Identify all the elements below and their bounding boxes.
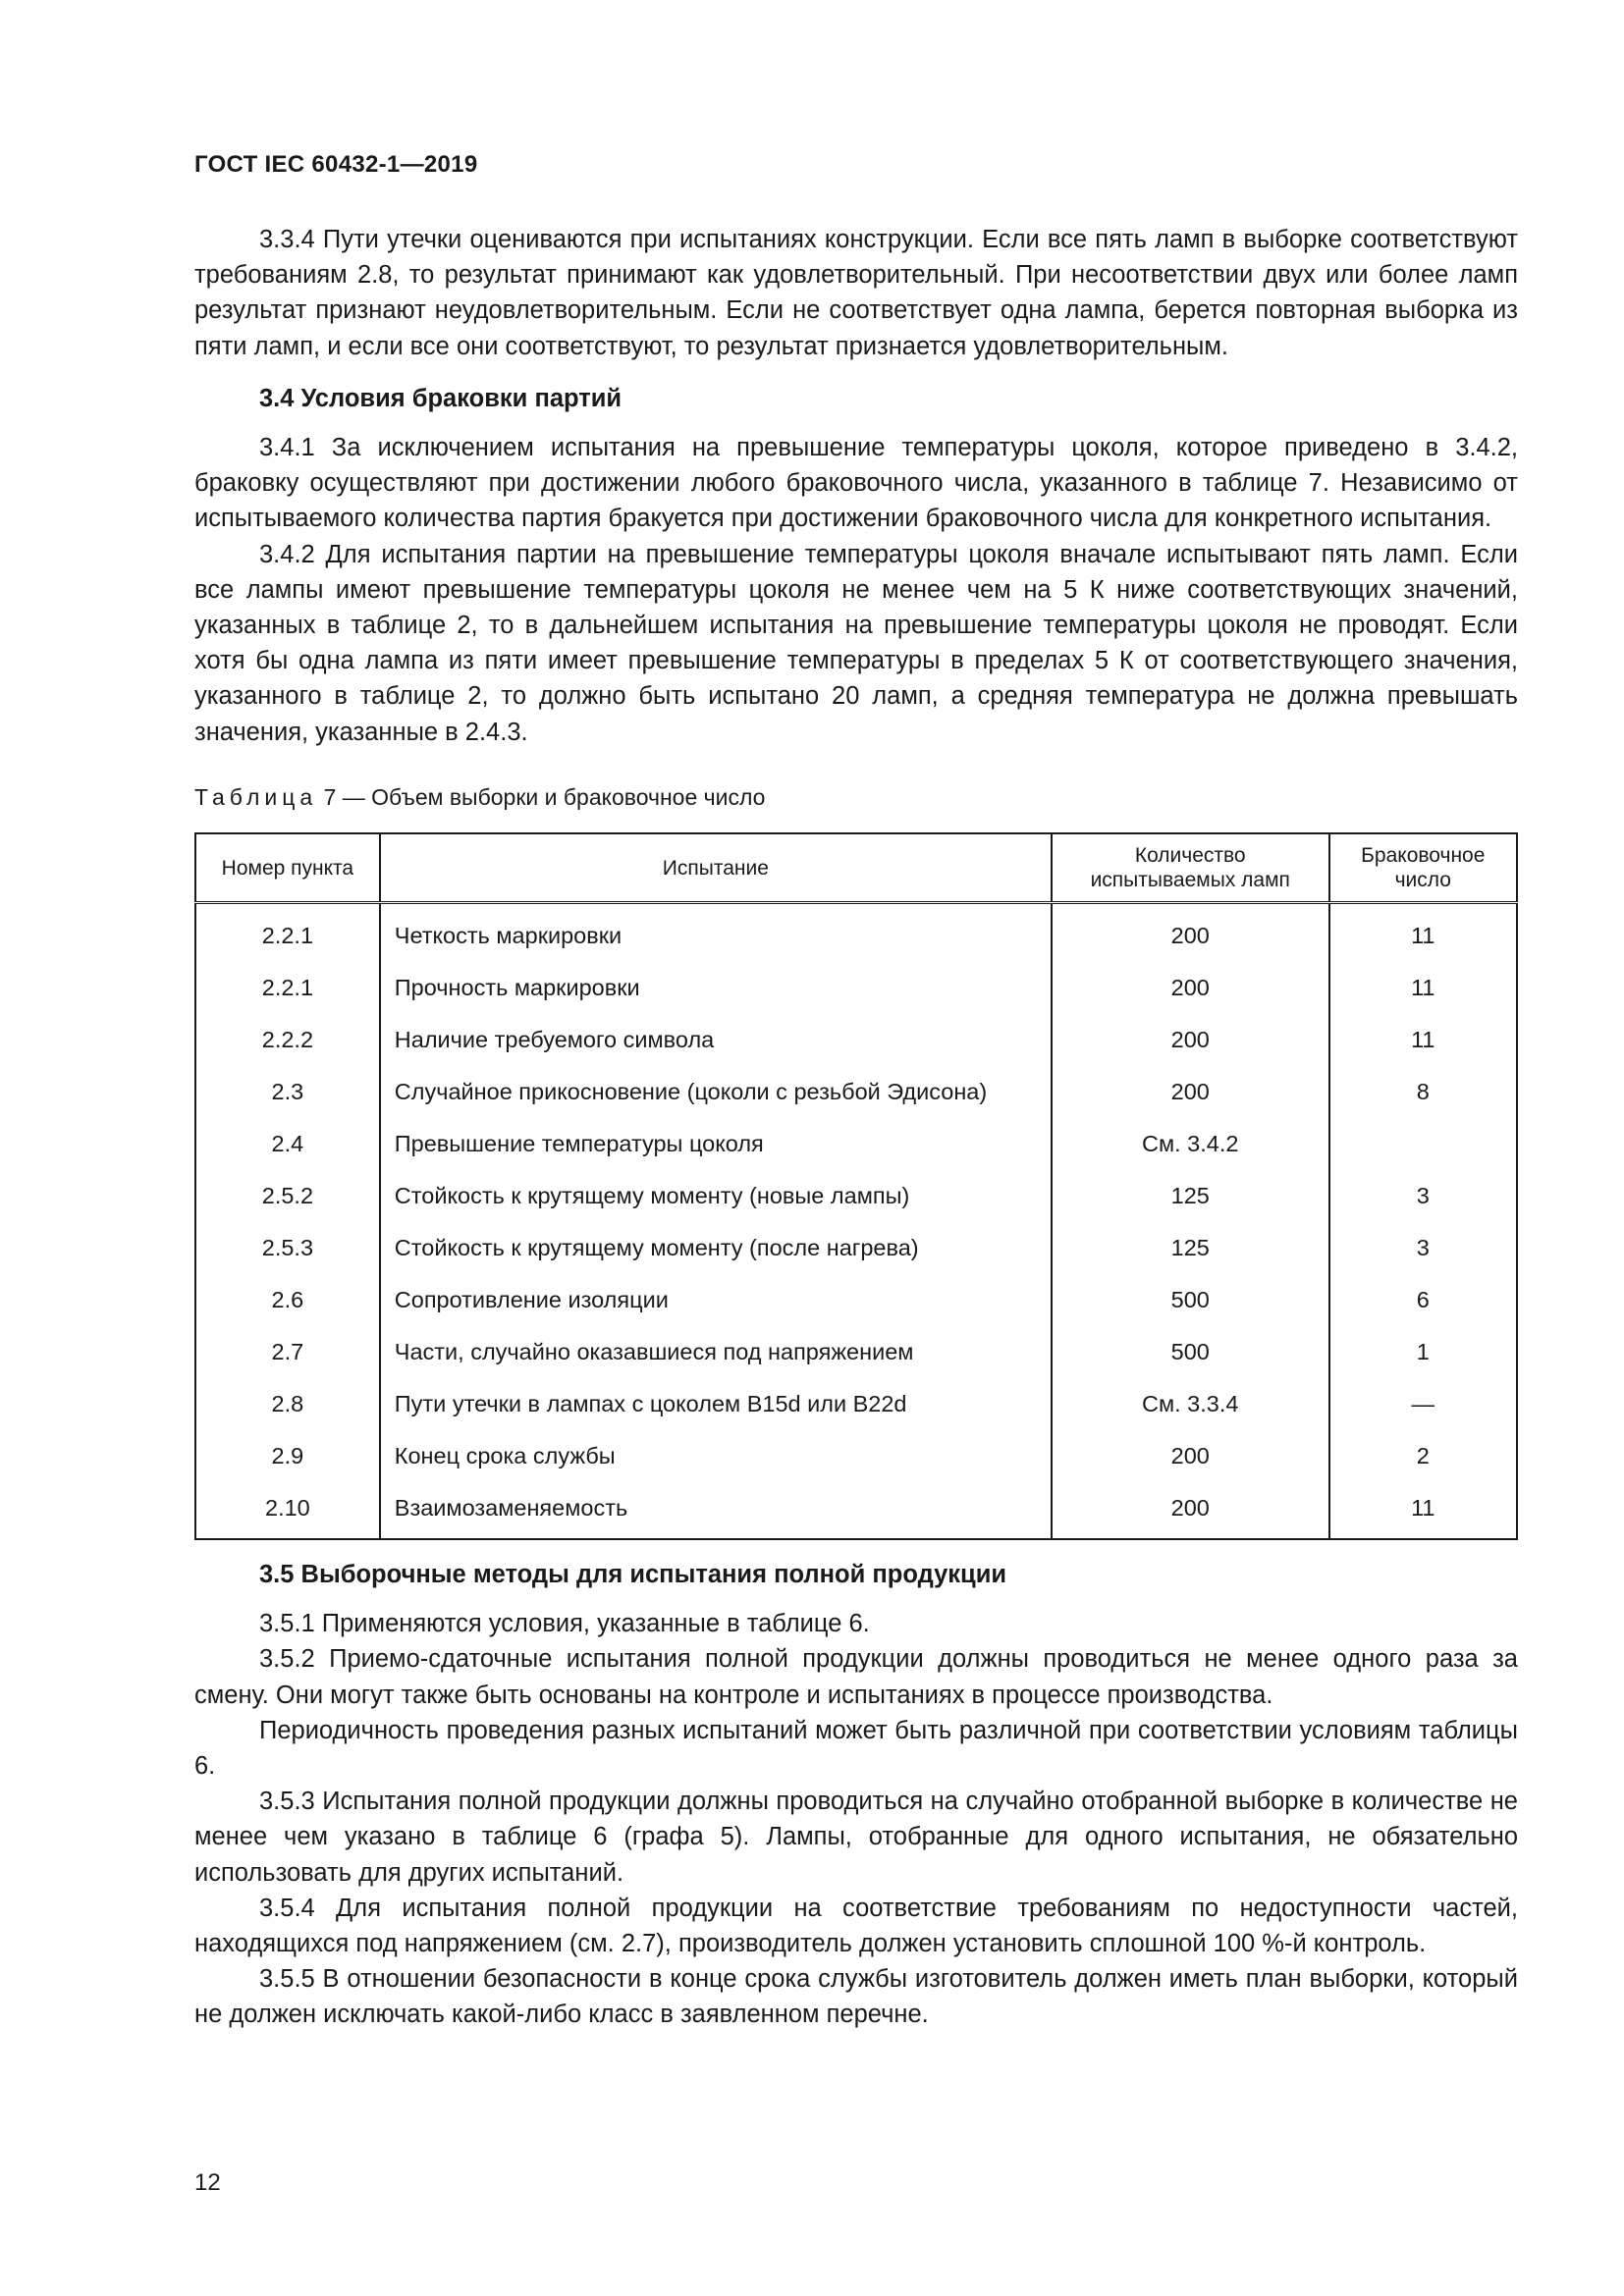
paragraph-3-5-1: 3.5.1 Применяются условия, указанные в таблице 6. [259,1610,870,1638]
table-row [195,1274,1517,1326]
cell-clause: 2.8 [195,1378,380,1430]
table-row [195,1170,1517,1222]
cell-test: Превышение температуры цоколя [380,1118,1052,1170]
cell-rejection: — [1329,1378,1517,1430]
cell-clause: 2.5.2 [195,1170,380,1222]
cell-test: Наличие требуемого символа [380,1014,1052,1066]
paragraph-3-5-5: 3.5.5 В отношении безопасности в конце срока службы изготовитель должен иметь план выборки, который не должен исключать какой-либо класс в заявленном перечне. [194,1965,1518,2029]
cell-sample-size: См. 3.3.4 [1052,1378,1329,1430]
paragraph-3-4-1: 3.4.1 За исключением испытания на превышение температуры цоколя, которое приведено в 3.4.2, браковку осуществляют при достижении любого браковочного числа, указанного в таблице 7. Независимо от испытываемого количества партия бракуется при достижении браковочного числа для конкретного испытания. [194,434,1518,533]
cell-test: Прочность маркировки [380,962,1052,1014]
cell-rejection: 2 [1329,1430,1517,1482]
cell-test: Части, случайно оказавшиеся под напряжением [380,1326,1052,1378]
section-title-3-4: 3.4 Условия браковки партий [259,384,623,412]
cell-clause: 2.5.3 [195,1222,380,1274]
table-row [195,1014,1517,1066]
table-caption-label: Таблица [194,783,318,810]
cell-clause: 2.2.2 [195,1014,380,1066]
cell-rejection: 6 [1329,1274,1517,1326]
cell-clause: 2.4 [195,1118,380,1170]
cell-rejection [1329,1118,1517,1170]
paragraph-3-5-2: 3.5.2 Приемо-сдаточные испытания полной продукции должны проводиться не менее одного раза за смену. Они могут также быть основаны на контроле и испытаниях в процессе производства. [194,1645,1518,1709]
cell-sample-size: 200 [1052,1014,1329,1066]
cell-rejection: 11 [1329,1482,1517,1539]
cell-test: Четкость маркировки [380,903,1052,963]
cell-test: Взаимозаменяемость [380,1482,1052,1539]
cell-rejection: 11 [1329,903,1517,963]
document-header: ГОСТ IEC 60432-1—2019 [194,151,478,178]
cell-sample-size: 500 [1052,1274,1329,1326]
cell-clause: 2.6 [195,1274,380,1326]
cell-test: Сопротивление изоляции [380,1274,1052,1326]
table-caption-text: 7 — Объем выборки и браковочное число [323,783,766,810]
cell-test: Стойкость к крутящему моменту (новые лампы) [380,1170,1052,1222]
table-caption [194,779,1518,815]
cell-rejection: 1 [1329,1326,1517,1378]
cell-sample-size: 200 [1052,1066,1329,1118]
paragraph-3-5-3: 3.5.3 Испытания полной продукции должны проводиться на случайно отобранной выборке в количестве не менее чем указано в таблице 6 (графа 5). Лампы, отобранные для одного испытания, не обязательно использовать для других испытаний. [194,1788,1518,1887]
table-header-row [195,833,1517,903]
header-rejection-number: Браковочное число [1329,833,1517,903]
table-row [195,1326,1517,1378]
table-row [195,1482,1517,1539]
cell-clause: 2.2.1 [195,962,380,1014]
cell-clause: 2.2.1 [195,903,380,963]
cell-sample-size: 125 [1052,1222,1329,1274]
paragraph-periodicity: Периодичность проведения разных испытаний может быть различной при соответствии условиям таблицы 6. [194,1716,1518,1781]
cell-test: Пути утечки в лампах с цоколем В15d или В22d [380,1378,1052,1430]
cell-test: Конец срока службы [380,1430,1052,1482]
cell-clause: 2.3 [195,1066,380,1118]
table-row [195,1430,1517,1482]
cell-clause: 2.9 [195,1430,380,1482]
cell-rejection: 3 [1329,1170,1517,1222]
paragraph-3-4-2: 3.4.2 Для испытания партии на превышение температуры цоколя вначале испытывают пять ламп. Если все лампы имеют превышение температуры цоколя не менее чем на 5 К ниже соответствующих значений, указанных в таблице 2, то в дальнейшем испытания на превышение температуры цоколя не проводят. Если хотя бы одна лампа из пяти имеет превышение температуры в пределах 5 К от соответствующего значения, указанного в таблице 2, то должно быть испытано 20 ламп, а средняя температура не должна превышать значения, указанные в 2.4.3. [194,540,1518,746]
cell-sample-size: 200 [1052,1430,1329,1482]
cell-rejection: 3 [1329,1222,1517,1274]
cell-sample-size: 500 [1052,1326,1329,1378]
table-row [195,962,1517,1014]
table-row [195,1222,1517,1274]
cell-test: Стойкость к крутящему моменту (после нагрева) [380,1222,1052,1274]
cell-rejection: 8 [1329,1066,1517,1118]
header-test: Испытание [380,833,1052,903]
cell-sample-size: 125 [1052,1170,1329,1222]
section-title-3-5: 3.5 Выборочные методы для испытания полной продукции [259,1561,1007,1589]
cell-clause: 2.7 [195,1326,380,1378]
cell-rejection: 11 [1329,1014,1517,1066]
paragraph-3-3-4: 3.3.4 Пути утечки оцениваются при испытаниях конструкции. Если все пять ламп в выборке соответствуют требованиям 2.8, то результат принимают как удовлетворительный. При несоответствии двух или более ламп результат признают неудовлетворительным. Если не соответствует одна лампа, берется повторная выборка из пяти ламп, и если все они соответствуют, то результат признается удовлетворительным. [194,226,1518,360]
table-7 [194,832,1518,1540]
page-number: 12 [194,2169,221,2196]
cell-sample-size: 200 [1052,962,1329,1014]
table-row [195,903,1517,963]
cell-sample-size: См. 3.4.2 [1052,1118,1329,1170]
cell-test: Случайное прикосновение (цоколи с резьбой Эдисона) [380,1066,1052,1118]
table-row [195,1118,1517,1170]
page-content [194,222,1518,2033]
header-sample-size: Количество испытываемых ламп [1052,833,1329,903]
paragraph-3-5-4: 3.5.4 Для испытания полной продукции на соответствие требованиям по недоступности частей, находящихся под напряжением (см. 2.7), производитель должен установить сплошной 100 %-й контроль. [194,1894,1518,1958]
table-row [195,1066,1517,1118]
cell-sample-size: 200 [1052,903,1329,963]
header-clause-number: Номер пункта [195,833,380,903]
cell-clause: 2.10 [195,1482,380,1539]
cell-sample-size: 200 [1052,1482,1329,1539]
table-row [195,1378,1517,1430]
cell-rejection: 11 [1329,962,1517,1014]
